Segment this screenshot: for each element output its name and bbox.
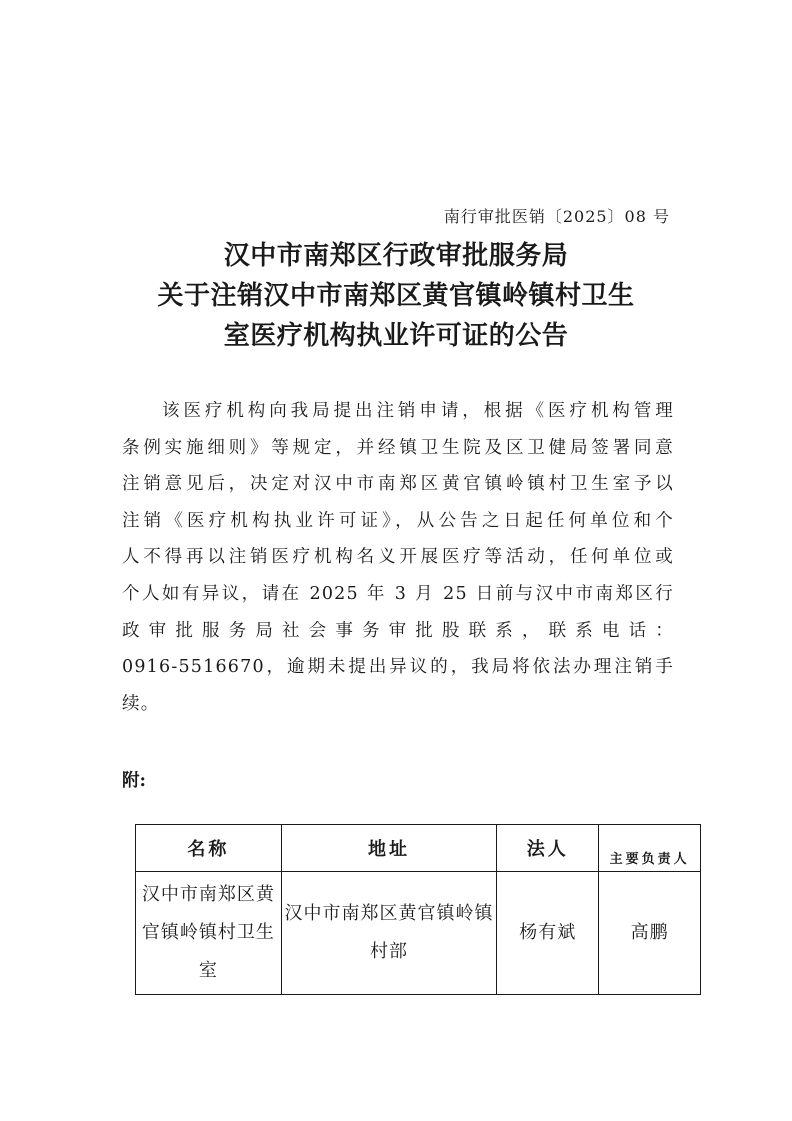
body-line: 个人如有异议，请在 2025 年 3 月 25 日前与汉中市南郑区行 (122, 583, 674, 604)
body-line: 0916-5516670，逾期未提出异议的，我局将依法办理注销手 (122, 657, 674, 678)
title-line-2: 关于注销汉中市南郑区黄官镇岭镇村卫生 (157, 281, 635, 311)
body-line: 注销意见后，决定对汉中市南郑区黄官镇岭镇村卫生室予以 (122, 474, 674, 495)
clinic-info-table (135, 824, 701, 995)
cell-name: 汉中市南郑区黄官镇岭镇村卫生室 (136, 872, 282, 995)
document-number: 南行审批医销〔2025〕08 号 (443, 207, 670, 226)
announcement-body (122, 393, 674, 722)
header-legal-person: 法人 (497, 825, 599, 872)
table-header-row (136, 825, 701, 872)
header-address: 地址 (281, 825, 497, 872)
body-line: 人不得再以注销医疗机构名义开展医疗等活动，任何单位或 (122, 547, 674, 568)
header-name: 名称 (136, 825, 282, 872)
document-title (100, 236, 692, 356)
cell-principal: 高鹏 (599, 872, 701, 995)
title-line-1: 汉中市南郑区行政审批服务局 (223, 241, 569, 271)
body-line: 注销《医疗机构执业许可证》，从公告之日起任何单位和个 (122, 510, 674, 531)
body-line: 续。 (122, 693, 160, 714)
body-line: 该医疗机构向我局提出注销申请，根据《医疗机构管理 (162, 401, 674, 421)
cell-legal-person: 杨有斌 (497, 872, 599, 995)
header-principal: 主要负责人 (599, 825, 701, 872)
body-line: 条例实施细则》等规定，并经镇卫生院及区卫健局签署同意 (122, 437, 674, 458)
body-line: 政审批服务局社会事务审批股联系，联系电话： (122, 620, 674, 641)
attachment-label: 附: (122, 771, 146, 791)
title-line-3: 室医疗机构执业许可证的公告 (223, 321, 569, 351)
cell-address: 汉中市南郑区黄官镇岭镇村部 (281, 872, 497, 995)
table-row (136, 872, 701, 995)
